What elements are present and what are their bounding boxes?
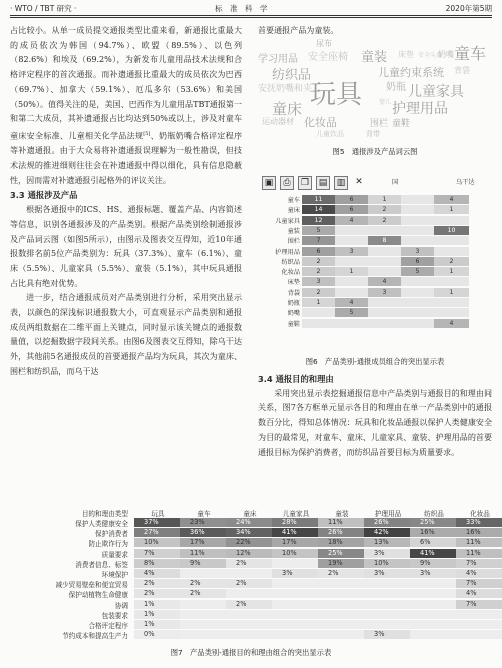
matrix-cell bbox=[335, 226, 368, 235]
table-cell: 2% bbox=[134, 589, 180, 598]
word-cloud-term: 儿童饮品 bbox=[316, 130, 344, 138]
matrix-cell bbox=[401, 308, 434, 317]
paragraph: 根据各通报中的ICS、HS、通报标题、覆盖产品、内容简述等信息，识别各通报涉及的产品类别。根据产品类别绘制通报涉及产品词云图（如图5所示），由图示及图表交互得知，近10年通报数排名前5位产品类别为：玩具（37.3%）、童车（6.1%）、童床（5.5%）、儿童家具（5.5%）、童装（5.1%），其中玩具通报占比具有绝对优势。 bbox=[10, 205, 242, 288]
table-cell: 7% bbox=[456, 559, 502, 568]
table-cell bbox=[364, 589, 410, 598]
column-header: 护理用品 bbox=[374, 510, 402, 518]
table-cell: 18% bbox=[318, 538, 364, 547]
table-cell bbox=[272, 600, 318, 609]
row-label: 童车 bbox=[287, 197, 300, 204]
matrix-cell bbox=[335, 277, 368, 286]
matrix-cell bbox=[368, 298, 401, 307]
table-cell bbox=[410, 589, 456, 598]
row-label: 儿童家具 bbox=[275, 217, 300, 225]
row-label: 纺织品 bbox=[281, 258, 300, 266]
table-cell bbox=[410, 579, 456, 588]
row-label: 奶瓶 bbox=[287, 300, 300, 307]
table-cell: 3% bbox=[364, 549, 410, 558]
table-cell bbox=[180, 569, 226, 578]
table-cell: 41% bbox=[272, 528, 318, 537]
row-label: 环境保护 bbox=[101, 571, 128, 579]
table-cell: 27% bbox=[134, 528, 180, 537]
matrix-cell bbox=[401, 288, 434, 297]
table-cell: 41% bbox=[410, 549, 456, 558]
row-label: 消费者信息、标签 bbox=[75, 560, 128, 569]
right-column-bottom bbox=[258, 372, 492, 460]
table-cell: 24% bbox=[226, 518, 272, 527]
matrix-cell: 1 bbox=[302, 298, 335, 307]
matrix-cell bbox=[335, 319, 368, 328]
matrix-cell bbox=[368, 247, 401, 256]
row-label: 童装 bbox=[287, 227, 300, 235]
column-header: 乌干达 bbox=[456, 179, 475, 186]
matrix-cell: 2 bbox=[368, 205, 401, 214]
matrix-cell: 3 bbox=[335, 247, 368, 256]
word-cloud-term: 化妆品 bbox=[304, 116, 337, 129]
table-cell: 16% bbox=[456, 528, 502, 537]
row-label: 合格评定程序 bbox=[88, 622, 128, 630]
word-cloud-term: 安全座椅 bbox=[308, 52, 348, 63]
matrix-cell: 1 bbox=[368, 195, 401, 204]
matrix-cell: 6 bbox=[401, 257, 434, 266]
table-cell: 17% bbox=[272, 538, 318, 547]
word-cloud-term: 玩具 bbox=[310, 80, 363, 110]
table-cell: 7% bbox=[134, 549, 180, 558]
matrix-cell bbox=[368, 319, 401, 328]
section-heading: 3.3 通报涉及产品 bbox=[10, 190, 78, 201]
row-label: 防止欺诈行为 bbox=[88, 540, 128, 549]
word-cloud-term: 奶嘴 bbox=[438, 50, 454, 59]
matrix-cell bbox=[401, 226, 434, 235]
matrix-cell bbox=[434, 216, 469, 225]
matrix-cell bbox=[434, 247, 469, 256]
header-right: 2020年第5期 bbox=[445, 4, 492, 13]
word-cloud-term: 运动器材 bbox=[262, 117, 294, 126]
row-label: 化妆品 bbox=[281, 269, 300, 277]
table-cell bbox=[410, 630, 456, 639]
header-rule bbox=[10, 15, 492, 18]
matrix-cell: 5 bbox=[335, 308, 368, 317]
word-cloud-term: 学习用品 bbox=[258, 54, 298, 65]
close-icon[interactable]: ✕ bbox=[355, 177, 363, 187]
table-cell bbox=[364, 620, 410, 629]
table-cell: 28% bbox=[272, 518, 318, 527]
word-cloud-term: 背带 bbox=[366, 130, 380, 138]
matrix-cell: 3 bbox=[368, 288, 401, 297]
matrix-cell bbox=[434, 298, 469, 307]
table-cell bbox=[226, 589, 272, 598]
matrix-cell: 7 bbox=[302, 236, 335, 245]
table-cell bbox=[180, 600, 226, 609]
word-cloud-term: 背袋 bbox=[454, 66, 470, 75]
table-cell: 9% bbox=[410, 559, 456, 568]
paragraph bbox=[10, 24, 242, 188]
table-cell bbox=[364, 600, 410, 609]
table-cell bbox=[272, 589, 318, 598]
table-cell bbox=[318, 620, 364, 629]
figure6-caption: 图6 产品类别-通报成员组合的突出显示表 bbox=[305, 357, 445, 366]
matrix-cell bbox=[434, 236, 469, 245]
table-cell bbox=[272, 630, 318, 639]
matrix-cell bbox=[368, 226, 401, 235]
matrix-cell bbox=[335, 257, 368, 266]
table-cell: 19% bbox=[318, 559, 364, 568]
word-cloud-term: 尿布 bbox=[316, 39, 332, 48]
word-cloud-term: 童装 bbox=[361, 50, 388, 65]
table-cell: 26% bbox=[364, 518, 410, 527]
matrix-cell: 6 bbox=[302, 247, 335, 256]
table-cell bbox=[318, 610, 364, 619]
table-cell: 3% bbox=[410, 569, 456, 578]
table-cell: 10% bbox=[364, 559, 410, 568]
highlight-table-members bbox=[262, 174, 484, 348]
word-cloud-term: 安抚奶嘴和夹 bbox=[258, 84, 313, 94]
table-cell: 2% bbox=[226, 579, 272, 588]
corner-label: 目的和理由类型 bbox=[81, 510, 128, 518]
matrix-cell bbox=[434, 308, 469, 317]
matrix-cell bbox=[368, 308, 401, 317]
table-cell: 34% bbox=[226, 528, 272, 537]
column-header: 国 bbox=[392, 179, 399, 186]
matrix-cell: 12 bbox=[302, 216, 335, 225]
citation: [5] bbox=[143, 130, 151, 137]
matrix-cell: 2 bbox=[302, 288, 335, 297]
table-cell: 16% bbox=[410, 528, 456, 537]
table-cell: 26% bbox=[318, 528, 364, 537]
column-header: 童车 bbox=[197, 510, 211, 518]
table-cell: 4% bbox=[456, 589, 502, 598]
table-cell: 42% bbox=[364, 528, 410, 537]
table-cell bbox=[410, 610, 456, 619]
table-cell: 23% bbox=[180, 518, 226, 527]
paragraph-text: 、奶瓶奶嘴合格评定程序等补遗通报。由于大众易将补遗通报误理解为一般性勘误，但技术法规的推进细则往往会在补遗通报中得以细化，具有信息隐蔽性，因而需对补遗通报引起格外的评议关注。 bbox=[10, 131, 243, 185]
matrix-cell bbox=[335, 288, 368, 297]
header-center: 标 准 科 学 bbox=[215, 4, 268, 13]
table-cell: 3% bbox=[272, 569, 318, 578]
table-cell: 17% bbox=[180, 538, 226, 547]
table-cell: 2% bbox=[134, 579, 180, 588]
matrix-cell: 10 bbox=[434, 226, 469, 235]
table-cell: 33% bbox=[456, 518, 502, 527]
table-cell bbox=[410, 600, 456, 609]
column-header: 童床 bbox=[243, 510, 257, 518]
table-cell: 12% bbox=[226, 549, 272, 558]
column-header: 童装 bbox=[335, 510, 349, 518]
paragraph: 采用突出显示表挖掘通报信息中产品类别与通报目的和理由间关系，图7各方框单元显示各目的和理由在单一产品类别中的通报数百分比，得知总体情况：玩具和化妆品通报以保护人类健康安全为目的最常见，对童车、童床、儿童家具、童装、护理用品的首要通报目标为保护消费者，而纺织品首要目标为质量要求。 bbox=[258, 388, 492, 457]
table-cell: 3% bbox=[364, 630, 410, 639]
running-header bbox=[10, 3, 492, 15]
word-cloud-term: 婴儿 bbox=[379, 99, 392, 106]
table-cell bbox=[318, 579, 364, 588]
row-label: 保护动植物生命健康 bbox=[68, 591, 128, 600]
row-label: 围栏 bbox=[287, 238, 300, 246]
matrix-cell: 6 bbox=[335, 195, 368, 204]
table-cell: 4% bbox=[456, 569, 502, 578]
left-column bbox=[10, 24, 242, 380]
table-cell bbox=[456, 630, 502, 639]
table-cell bbox=[226, 630, 272, 639]
table-cell bbox=[364, 579, 410, 588]
matrix-cell bbox=[401, 205, 434, 214]
figure7-caption: 图7 产品类别-通报目的和理由组合的突出显示表 bbox=[170, 648, 332, 657]
table-cell: 2% bbox=[226, 600, 272, 609]
matrix-cell bbox=[401, 277, 434, 286]
matrix-cell: 5 bbox=[401, 267, 434, 276]
matrix-cell: 4 bbox=[335, 216, 368, 225]
table-cell bbox=[318, 630, 364, 639]
save-icon[interactable]: ▣ bbox=[262, 176, 276, 190]
table-cell: 25% bbox=[318, 549, 364, 558]
word-cloud-term: 儿童家具 bbox=[408, 84, 464, 100]
word-cloud-term: 儿童约束系统 bbox=[378, 66, 444, 79]
table-cell bbox=[456, 610, 502, 619]
word-cloud-term: 床垫 bbox=[398, 50, 414, 59]
table-cell: 6% bbox=[410, 538, 456, 547]
toolbar bbox=[262, 174, 484, 194]
table-cell bbox=[410, 620, 456, 629]
table-cell: 11% bbox=[456, 549, 502, 558]
matrix-cell: 2 bbox=[302, 267, 335, 276]
table-cell bbox=[272, 610, 318, 619]
table-cell: 1% bbox=[134, 610, 180, 619]
matrix-cell: 1 bbox=[434, 205, 469, 214]
matrix-cell bbox=[401, 195, 434, 204]
matrix-cell: 1 bbox=[434, 267, 469, 276]
row-label: 包装要求 bbox=[101, 611, 128, 620]
table-cell: 4% bbox=[134, 569, 180, 578]
matrix-cell: 4 bbox=[434, 319, 469, 328]
matrix-cell bbox=[368, 257, 401, 266]
row-label: 童床 bbox=[287, 207, 300, 215]
table-cell: 7% bbox=[456, 600, 502, 609]
row-label: 协调 bbox=[114, 601, 128, 610]
matrix-cell: 5 bbox=[302, 226, 335, 235]
row-label: 护理用品 bbox=[275, 248, 300, 256]
matrix-cell bbox=[368, 267, 401, 276]
paste-icon[interactable]: ▤ bbox=[316, 176, 330, 190]
paragraph: 首要通报产品为童装。 bbox=[258, 26, 339, 35]
table-cell: 2% bbox=[180, 579, 226, 588]
table-cell bbox=[272, 579, 318, 588]
table-cell: 37% bbox=[134, 518, 180, 527]
table-cell bbox=[180, 620, 226, 629]
table-cell: 25% bbox=[410, 518, 456, 527]
column-header: 儿童家具 bbox=[282, 510, 310, 518]
row-label: 床垫 bbox=[287, 279, 300, 287]
table-cell: 1% bbox=[134, 620, 180, 629]
row-label: 减少贸易壁垒和便宜贸易 bbox=[55, 581, 128, 590]
table-cell: 10% bbox=[134, 538, 180, 547]
word-cloud-term: 童鞋 bbox=[392, 119, 411, 129]
table-cell bbox=[226, 620, 272, 629]
table-cell: 2% bbox=[318, 569, 364, 578]
table-cell bbox=[226, 569, 272, 578]
table-cell bbox=[272, 559, 318, 568]
table-cell: 10% bbox=[272, 549, 318, 558]
word-cloud-term: 围栏 bbox=[370, 119, 389, 129]
table-cell: 3% bbox=[364, 569, 410, 578]
word-cloud-term: 奶瓶 bbox=[386, 82, 406, 93]
matrix-cell bbox=[401, 319, 434, 328]
paragraph-text: 占比较小。从单一成员提交通报类型比重来看，新通报比重最大的成员依次为韩国（94.7%）、欧盟（89.5%）、以色列（82.6%）和埃及（69.2%），为新发布儿童用品技术法规和合格评定程序的首次通报。而补遗通报比重最大的成员依次为巴西（69.7%）、加拿大（59.1%）、厄瓜多尔（53.6%）和美国（50%）。值得关注的是，美国、巴西作为儿童用品TBT通报第一和第二大成员，其补遗通报占比均达到50%或以上，涉及对童车童床安全标准、儿童相关化学品法规 bbox=[10, 26, 242, 141]
copy-icon[interactable]: ❐ bbox=[298, 176, 312, 190]
section-heading: 3.4 通报目的和理由 bbox=[258, 374, 334, 384]
row-label: 背袋 bbox=[287, 289, 300, 297]
word-cloud-term: 童床 bbox=[272, 100, 303, 118]
word-cloud-term: 纺织品 bbox=[272, 68, 312, 83]
matrix-cell bbox=[401, 298, 434, 307]
matrix-cell: 11 bbox=[302, 195, 335, 204]
matrix-cell: 4 bbox=[434, 195, 469, 204]
header-left: · WTO / TBT 研究 · bbox=[10, 4, 77, 13]
matrix-cell: 1 bbox=[434, 288, 469, 297]
row-label: 童鞋 bbox=[287, 320, 300, 328]
row-label: 保护消费者 bbox=[95, 530, 128, 539]
matrix-cell bbox=[401, 216, 434, 225]
table-cell: 2% bbox=[180, 589, 226, 598]
table-cell: 7% bbox=[456, 579, 502, 588]
matrix-cell bbox=[302, 319, 335, 328]
matrix-cell bbox=[434, 277, 469, 286]
table-cell: 8% bbox=[134, 559, 180, 568]
matrix-cell: 2 bbox=[434, 257, 469, 266]
table-cell: 11% bbox=[318, 518, 364, 527]
matrix-cell: 8 bbox=[368, 236, 401, 245]
matrix-cell: 6 bbox=[335, 205, 368, 214]
row-label: 质量要求 bbox=[101, 550, 128, 559]
matrix-cell bbox=[401, 236, 434, 245]
word-cloud bbox=[258, 36, 487, 144]
column-header: 化妆品 bbox=[470, 510, 490, 518]
table-cell: 36% bbox=[180, 528, 226, 537]
table-cell bbox=[226, 610, 272, 619]
matrix-cell bbox=[302, 308, 335, 317]
table-cell bbox=[180, 630, 226, 639]
matrix-cell: 3 bbox=[302, 277, 335, 286]
matrix-cell bbox=[335, 236, 368, 245]
matrix-cell: 1 bbox=[335, 267, 368, 276]
row-label: 奶嘴 bbox=[287, 310, 300, 318]
word-cloud-term: 护理用品 bbox=[392, 101, 448, 117]
column-header: 玩具 bbox=[151, 510, 165, 518]
table-cell bbox=[272, 620, 318, 629]
column-header: 纺织品 bbox=[424, 510, 444, 518]
row-label: 节约成本和提高生产力 bbox=[62, 632, 128, 641]
chart-icon[interactable]: ▥ bbox=[334, 176, 348, 190]
word-cloud-term: 安全头盔 bbox=[418, 52, 443, 59]
table-cell: 22% bbox=[226, 538, 272, 547]
figure5-caption: 图5 通报涉及产品词云图 bbox=[332, 147, 418, 156]
word-cloud-term: 童车 bbox=[454, 44, 487, 63]
table-cell bbox=[180, 610, 226, 619]
table-cell bbox=[456, 620, 502, 629]
print-icon[interactable]: ⎙ bbox=[280, 176, 294, 190]
paragraph: 进一步，结合通报成员对产品类别进行分析，采用突出显示表，以颜色的深浅标识通报数大小，可直观显示产品类别和通报成员两组数据在二维平面上关键点，同时显示该关键点的通报数量值，以挖掘数据字段间关系。由图6及图表交互得知，除乌干达外，其他前5名通报成员的首要通报产品均为玩具，其次为童床、围栏和纺织品，而乌干达 bbox=[10, 293, 242, 376]
row-label: 保护人类健康安全 bbox=[75, 520, 128, 528]
matrix-cell: 3 bbox=[401, 247, 434, 256]
table-cell: 9% bbox=[180, 559, 226, 568]
matrix-cell: 4 bbox=[368, 277, 401, 286]
matrix-cell: 2 bbox=[368, 216, 401, 225]
table-cell: 1% bbox=[134, 600, 180, 609]
table-cell: 11% bbox=[180, 549, 226, 558]
table-cell bbox=[364, 610, 410, 619]
matrix-cell: 14 bbox=[302, 205, 335, 214]
table-cell: 13% bbox=[364, 538, 410, 547]
matrix-cell: 2 bbox=[302, 257, 335, 266]
table-cell: 11% bbox=[456, 538, 502, 547]
table-cell bbox=[318, 600, 364, 609]
table-cell: 2% bbox=[226, 559, 272, 568]
table-cell bbox=[318, 589, 364, 598]
matrix-cell: 4 bbox=[335, 298, 368, 307]
table-cell: 0% bbox=[134, 630, 180, 639]
